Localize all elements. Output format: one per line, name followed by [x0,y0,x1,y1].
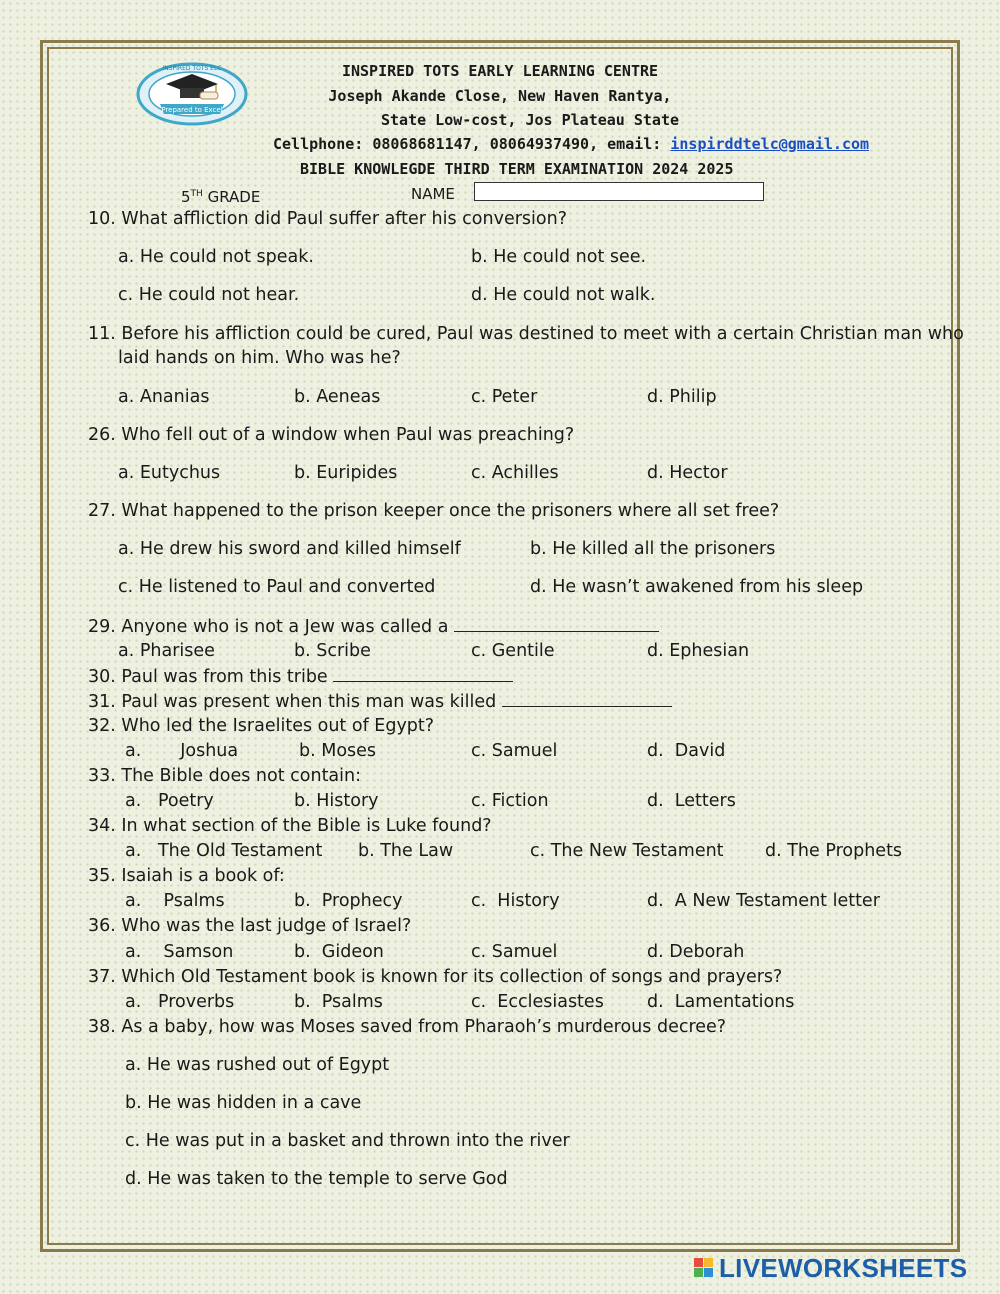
q37-option-b[interactable]: b. Psalms [294,992,383,1012]
question-10: 10. What affliction did Paul suffer after his conversion? [88,209,567,229]
q33-option-d[interactable]: d. Letters [647,791,736,811]
q35-option-c[interactable]: c. History [471,891,560,911]
q35-option-d[interactable]: d. A New Testament letter [647,891,880,911]
question-31-text: 31. Paul was present when this man was killed [88,692,497,712]
q10-option-a[interactable]: a. He could not speak. [118,247,314,267]
question-34: 34. In what section of the Bible is Luke found? [88,816,492,836]
q11-option-a[interactable]: a. Ananias [118,387,210,407]
school-name: INSPIRED TOTS EARLY LEARNING CENTRE [341,62,659,80]
q33-option-b[interactable]: b. History [294,791,379,811]
q29-option-d[interactable]: d. Ephesian [647,641,750,661]
grade-word: GRADE [202,188,261,206]
q27-option-b[interactable]: b. He killed all the prisoners [530,539,776,559]
question-29 [88,615,659,638]
q32-option-a[interactable]: a. Joshua [125,741,239,761]
exam-title: BIBLE KNOWLEGDE THIRD TERM EXAMINATION 2024 2025 [300,160,734,178]
question-27: 27. What happened to the prison keeper once the prisoners where all set free? [88,501,780,521]
question-32: 32. Who led the Israelites out of Egypt? [88,716,435,736]
contact-text: Cellphone: 08068681147, 08064937490, email: [273,135,671,153]
q10-option-b[interactable]: b. He could not see. [471,247,647,267]
question-36: 36. Who was the last judge of Israel? [88,916,412,936]
q36-option-c[interactable]: c. Samuel [471,942,558,962]
q26-option-c[interactable]: c. Achilles [471,463,559,483]
question-31 [88,690,672,713]
q38-option-d[interactable]: d. He was taken to the temple to serve God [125,1169,508,1189]
q38-option-a[interactable]: a. He was rushed out of Egypt [125,1055,390,1075]
logo-cube-blue [704,1268,713,1277]
grade-number: 5 [181,188,191,206]
q11-option-c[interactable]: c. Peter [471,387,538,407]
question-35: 35. Isaiah is a book of: [88,866,285,886]
q26-option-b[interactable]: b. Euripides [294,463,398,483]
q29-option-a[interactable]: a. Pharisee [118,641,215,661]
name-input-box[interactable] [474,182,764,201]
q38-option-b[interactable]: b. He was hidden in a cave [125,1093,362,1113]
question-29-text: 29. Anyone who is not a Jew was called a [88,617,449,637]
q35-option-a[interactable]: a. Psalms [125,891,225,911]
q27-option-d[interactable]: d. He wasn’t awakened from his sleep [530,577,864,597]
q33-option-c[interactable]: c. Fiction [471,791,549,811]
q36-option-b[interactable]: b. Gideon [294,942,384,962]
grade-superscript: TH [190,189,203,199]
q37-option-a[interactable]: a. Proverbs [125,992,235,1012]
q30-answer-blank[interactable] [333,665,513,682]
grade-label [181,183,260,208]
q35-option-b[interactable]: b. Prophecy [294,891,403,911]
logo-ring-text: INSPIRED TOTS ELC [162,65,222,72]
email-link[interactable]: inspirddtelc@gmail.com [670,135,870,153]
q11-option-b[interactable]: b. Aeneas [294,387,381,407]
q26-option-a[interactable]: a. Eutychus [118,463,221,483]
q34-option-c[interactable]: c. The New Testament [530,841,724,861]
q34-option-a[interactable]: a. The Old Testament [125,841,323,861]
q29-answer-blank[interactable] [454,615,659,632]
question-30-text: 30. Paul was from this tribe [88,667,328,687]
question-33: 33. The Bible does not contain: [88,766,362,786]
q38-option-c[interactable]: c. He was put in a basket and thrown into the river [125,1131,570,1151]
question-11-line1: 11. Before his affliction could be cured, Paul was destined to meet with a certain Christian man who [88,324,964,344]
q31-answer-blank[interactable] [502,690,672,707]
q32-option-d[interactable]: d. David [647,741,726,761]
name-label: NAME [411,185,455,203]
q37-option-c[interactable]: c. Ecclesiastes [471,992,604,1012]
q37-option-d[interactable]: d. Lamentations [647,992,795,1012]
contact-line [150,135,990,153]
q32-option-b[interactable]: b. Moses [299,741,377,761]
q10-option-c[interactable]: c. He could not hear. [118,285,300,305]
q36-option-d[interactable]: d. Deborah [647,942,745,962]
q34-option-b[interactable]: b. The Law [358,841,454,861]
q26-option-d[interactable]: d. Hector [647,463,728,483]
school-address-line1: Joseph Akande Close, New Haven Rantya, [328,87,672,105]
question-11-line2: laid hands on him. Who was he? [118,348,401,368]
question-38: 38. As a baby, how was Moses saved from Pharaoh’s murderous decree? [88,1017,727,1037]
q27-option-c[interactable]: c. He listened to Paul and converted [118,577,436,597]
logo-cube-yellow [704,1258,713,1267]
logo-cube-red [694,1258,703,1267]
question-26: 26. Who fell out of a window when Paul was preaching? [88,425,575,445]
logo-banner-text: Prepared to Excel [161,106,223,114]
q33-option-a[interactable]: a. Poetry [125,791,214,811]
q32-option-c[interactable]: c. Samuel [471,741,558,761]
question-30 [88,665,513,688]
question-37: 37. Which Old Testament book is known for its collection of songs and prayers? [88,967,783,987]
q27-option-a[interactable]: a. He drew his sword and killed himself [118,539,461,559]
q29-option-b[interactable]: b. Scribe [294,641,371,661]
q10-option-d[interactable]: d. He could not walk. [471,285,656,305]
liveworksheets-brand-text: LIVEWORKSHEETS [719,1253,968,1283]
q11-option-d[interactable]: d. Philip [647,387,717,407]
q29-option-c[interactable]: c. Gentile [471,641,555,661]
logo-cube-green [694,1268,703,1277]
q34-option-d[interactable]: d. The Prophets [765,841,903,861]
q36-option-a[interactable]: a. Samson [125,942,234,962]
school-address-line2: State Low-cost, Jos Plateau State [380,111,679,129]
